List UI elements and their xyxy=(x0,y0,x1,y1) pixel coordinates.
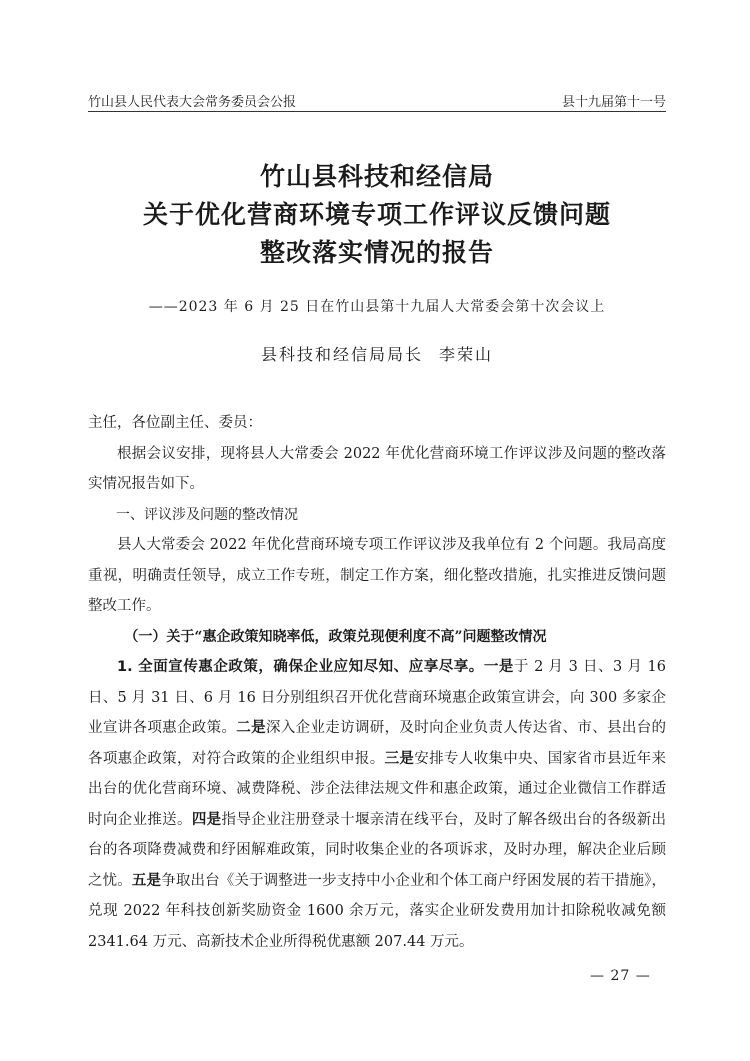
document-body xyxy=(88,408,666,957)
point-text: 指导企业注册登录十堰亲清在线平台，及时了解各级出台的各级新出台的各项降费减费和纾困解难政策，同时收集企业的各项诉求，及时办理，解决企业后顾之忧。 xyxy=(88,811,667,889)
item-paragraph xyxy=(88,652,666,957)
point-keyword: 一是 xyxy=(483,659,514,675)
point-keyword: 五是 xyxy=(131,872,162,889)
point-text: 安排专人收集中央、国家省市县近年来出台的优化营商环境、减费降税、涉企法律法规文件和惠企政策，通过企业微信工作群适时向企业推送。 xyxy=(88,750,667,828)
header-issue-number: 县十九届第十一号 xyxy=(561,95,666,110)
header-publication-title: 竹山县人民代表大会常务委员会公报 xyxy=(88,95,297,110)
title-line-3: 整改落实情况的报告 xyxy=(259,238,494,267)
document-title xyxy=(88,158,666,272)
title-line-2: 关于优化营商环境专项工作评议反馈问题 xyxy=(142,200,611,229)
page-number: — 27 — xyxy=(590,968,651,984)
page-header xyxy=(88,88,666,110)
section-heading: 一、评议涉及问题的整改情况 xyxy=(116,506,298,523)
intro-paragraph: 根据会议安排，现将县人大常委会 2022 年优化营商环境工作评议涉及问题的整改落实情况报告如下。 xyxy=(88,445,666,492)
author-name: 李荣山 xyxy=(439,345,494,364)
point-text: 于 2 月 3 日、3 月 16 日、5 月 31 日、6 月 16 日分别组织召开优化营商环境惠企政策宣讲会，向 300 多家企业宣讲各项惠企政策。 xyxy=(88,659,667,736)
author-line xyxy=(88,342,666,365)
point-keyword: 四是 xyxy=(191,811,222,828)
section-paragraph: 县人大常委会 2022 年优化营商环境专项工作评议涉及我单位有 2 个问题。我局高度重视，明确责任领导，成立工作专班，制定工作方案，细化整改措施，扎实推进反馈问题整改工作。 xyxy=(88,537,666,614)
title-line-1: 竹山县科技和经信局 xyxy=(259,162,494,191)
document-subtitle: ——2023 年 6 月 25 日在竹山县第十九届人大常委会第十次会议上 xyxy=(148,299,606,315)
point-keyword: 三是 xyxy=(384,750,415,767)
header-divider xyxy=(88,111,666,112)
item-title: 1. 全面宣传惠企政策，确保企业应知尽知、应享尽享。 xyxy=(117,659,484,675)
author-role: 县科技和经信局局长 xyxy=(260,345,423,364)
point-keyword: 二是 xyxy=(236,720,266,736)
salutation: 主任，各位副主任、委员： xyxy=(88,415,262,431)
point-text: 争取出台《关于调整进一步支持中小企业和个体工商户纾困发展的若干措施》，兑现 2022 年科技创新奖励资金 1600 余万元，落实企业研发费用加计扣除税收减免额 2341.64 万元、高新技术企业所得税优惠额 207.44 万元。 xyxy=(88,872,667,950)
point-text: 深入企业走访调研，及时向企业负责人传达省、市、县出台的各项惠企政策，对符合政策的企业组织申报。 xyxy=(88,720,667,767)
subsection-heading: （一）关于“惠企政策知晓率低，政策兑现便利度不高”问题整改情况 xyxy=(124,628,547,645)
